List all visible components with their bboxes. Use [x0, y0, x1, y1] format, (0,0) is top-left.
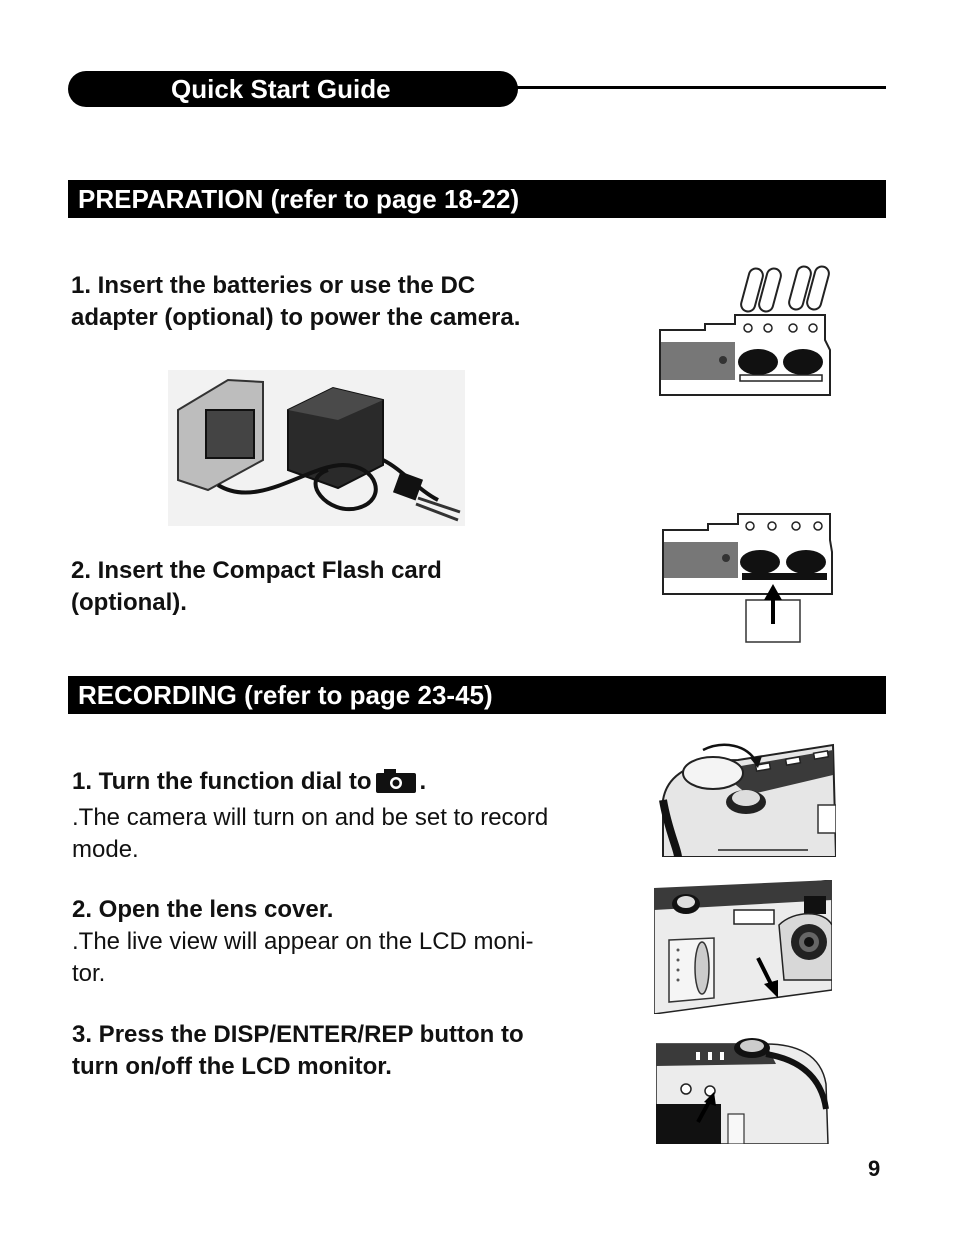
prep-step-2: [71, 555, 442, 619]
prep-step-1: [71, 270, 520, 334]
rec-step-3-line2: turn on/off the LCD monitor.: [72, 1053, 392, 1080]
battery-insert-illustration: [655, 260, 835, 400]
rec-step-1-desc-line2: mode.: [72, 836, 139, 863]
prep-step-2-line1: 2. Insert the Compact Flash card: [71, 557, 442, 584]
recording-heading: RECORDING (refer to page 23-45): [68, 676, 886, 714]
rec-step-1-title: 1. Turn the function dial to: [72, 768, 372, 795]
compact-flash-illustration: [660, 512, 835, 647]
rec-step-3-line1: 3. Press the DISP/ENTER/REP button to: [72, 1021, 524, 1048]
rec-step-2-desc-line1: .The live view will appear on the LCD moni-: [72, 928, 534, 955]
lcd-button-illustration: [656, 1034, 832, 1144]
lens-cover-illustration: [654, 880, 832, 1014]
header-rule: [516, 86, 886, 89]
rec-step-1: [72, 766, 548, 866]
rec-step-3: [72, 1019, 524, 1083]
rec-step-2-title: 2. Open the lens cover.: [72, 896, 334, 923]
rec-step-2: [72, 894, 534, 990]
rec-step-1-title-suffix: .: [419, 768, 427, 795]
rec-step-2-desc-line2: tor.: [72, 960, 106, 987]
rec-step-1-desc-line1: .The camera will turn on and be set to record: [72, 804, 549, 831]
page-number: 9: [868, 1156, 881, 1181]
quick-start-title: Quick Start Guide: [68, 71, 518, 107]
dc-adapter-photo: [168, 370, 465, 526]
prep-step-1-line2: adapter (optional) to power the camera.: [71, 304, 521, 331]
preparation-heading: PREPARATION (refer to page 18-22): [68, 180, 886, 218]
prep-step-2-line2: (optional).: [71, 589, 187, 616]
prep-step-1-line1: 1. Insert the batteries or use the DC: [71, 272, 476, 299]
function-dial-illustration: [658, 740, 836, 857]
camera-mode-icon: [376, 769, 416, 802]
